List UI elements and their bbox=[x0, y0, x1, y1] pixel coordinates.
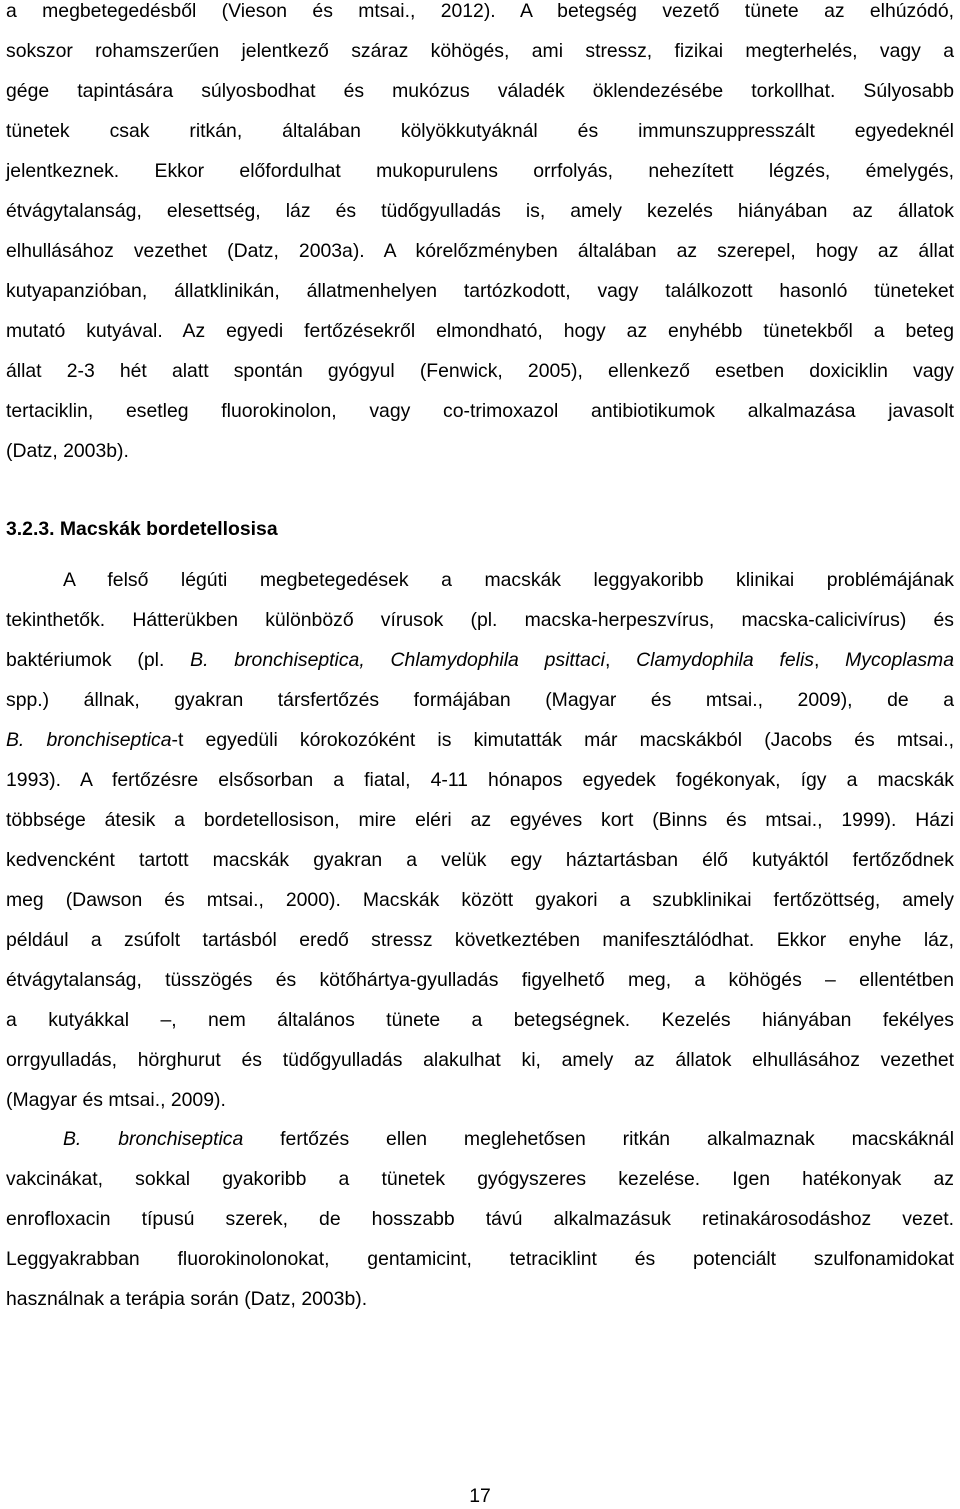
section-heading: 3.2.3. Macskák bordetellosisa bbox=[6, 518, 278, 540]
text-line: baktériumok (pl. B. bronchiseptica, Chlamydophila psittaci, Clamydophila felis, Mycoplasma bbox=[6, 649, 954, 671]
text-line: kedvencként tartott macskák gyakran a velük egy háztartásban élő kutyáktól fertőződnek bbox=[6, 849, 954, 871]
text-line: többsége átesik a bordetellosison, mire eléri az egyéves kort (Binns és mtsai., 1999). Házi bbox=[6, 809, 954, 831]
text-line: étvágytalanság, elesettség, láz és tüdőgyulladás is, amely kezelés hiányában az állatok bbox=[6, 200, 954, 222]
page-number: 17 bbox=[469, 1485, 491, 1507]
text-line: a kutyákkal –, nem általános tünete a betegségnek. Kezelés hiányában fekélyes bbox=[6, 1009, 954, 1031]
text-line: tertaciklin, esetleg fluorokinolon, vagy co-trimoxazol antibiotikumok alkalmazása javasolt bbox=[6, 400, 954, 422]
text-line: tünetek csak ritkán, általában kölyökkutyáknál és immunszuppresszált egyedeknél bbox=[6, 120, 954, 142]
text-line: vakcinákat, sokkal gyakoribb a tünetek gyógyszeres kezelése. Igen hatékonyak az bbox=[6, 1168, 954, 1190]
paragraph-canine-symptoms bbox=[6, 0, 954, 471]
text-line: mutató kutyával. Az egyedi fertőzésekről elmondható, hogy az enyhébb tünetekből a beteg bbox=[6, 320, 954, 342]
text-line: spp.) állnak, gyakran társfertőzés formájában (Magyar és mtsai., 2009), de a bbox=[6, 689, 954, 711]
species-name: Clamydophila felis bbox=[636, 649, 814, 671]
text-line: meg (Dawson és mtsai., 2000). Macskák között gyakori a szubklinikai fertőzöttség, amely bbox=[6, 889, 954, 911]
text-line: Leggyakrabban fluorokinolonokat, gentamicint, tetraciklint és potenciált szulfonamidokat bbox=[6, 1248, 954, 1270]
text-line: (Magyar és mtsai., 2009). bbox=[6, 1089, 226, 1111]
text-line: jelentkeznek. Ekkor előfordulhat mukopurulens orrfolyás, nehezített légzés, émelygés, bbox=[6, 160, 954, 182]
text-line: enrofloxacin típusú szerek, de hosszabb távú alkalmazásuk retinakárosodáshoz vezet. bbox=[6, 1208, 954, 1230]
text-line: 1993). A fertőzésre elsősorban a fiatal, 4-11 hónapos egyedek fogékonyak, így a macskák bbox=[6, 769, 954, 791]
species-name: B. bronchiseptica, Chlamydophila psittaci bbox=[190, 649, 605, 671]
text-line: sokszor rohamszerűen jelentkező száraz köhögés, ami stressz, fizikai megterhelés, vagy a bbox=[6, 40, 954, 62]
text-line: (Datz, 2003b). bbox=[6, 440, 129, 462]
text-line: étvágytalanság, tüsszögés és kötőhártya-gyulladás figyelhető meg, a köhögés – ellentétben bbox=[6, 969, 954, 991]
paragraph-treatment bbox=[6, 1119, 954, 1319]
text-line: a megbetegedésből (Vieson és mtsai., 2012). A betegség vezető tünete az elhúzódó, bbox=[6, 0, 954, 22]
text-line: kutyapanzióban, állatklinikán, állatmenhelyen tartózkodott, vagy találkozott hasonló tüneteket bbox=[6, 280, 954, 302]
text-line: állat 2-3 hét alatt spontán gyógyul (Fenwick, 2005), ellenkező esetben doxiciklin vagy bbox=[6, 360, 954, 382]
text-line: orrgyulladás, hörghurut és tüdőgyulladás alakulhat ki, amely az állatok elhullásához vezethet bbox=[6, 1049, 954, 1071]
paragraph-feline-bordetellosis bbox=[6, 560, 954, 1120]
text-line: elhullásához vezethet (Datz, 2003a). A kórelőzményben általában az szerepel, hogy az állat bbox=[6, 240, 954, 262]
species-name: B. bronchiseptica bbox=[6, 729, 172, 751]
text-line: használnak a terápia során (Datz, 2003b). bbox=[6, 1288, 368, 1310]
text-line: tekinthetők. Hátterükben különböző vírusok (pl. macska-herpeszvírus, macska-calicivírus) és bbox=[6, 609, 954, 631]
text-line: például a zsúfolt tartásból eredő stressz következtében manifesztálódhat. Ekkor enyhe láz, bbox=[6, 929, 954, 951]
species-name: Mycoplasma bbox=[845, 649, 954, 671]
text-line: B. bronchiseptica fertőzés ellen meglehetősen ritkán alkalmaznak macskáknál bbox=[63, 1128, 954, 1150]
species-name: B. bronchiseptica bbox=[63, 1128, 244, 1150]
text-line: A felső légúti megbetegedések a macskák leggyakoribb klinikai problémájának bbox=[63, 569, 954, 591]
text-line: B. bronchiseptica-t egyedüli kórokozóként is kimutatták már macskákból (Jacobs és mtsai., bbox=[6, 729, 955, 751]
text-line: gége tapintására súlyosbodhat és mukózus váladék öklendezésébe torkollhat. Súlyosabb bbox=[6, 80, 954, 102]
